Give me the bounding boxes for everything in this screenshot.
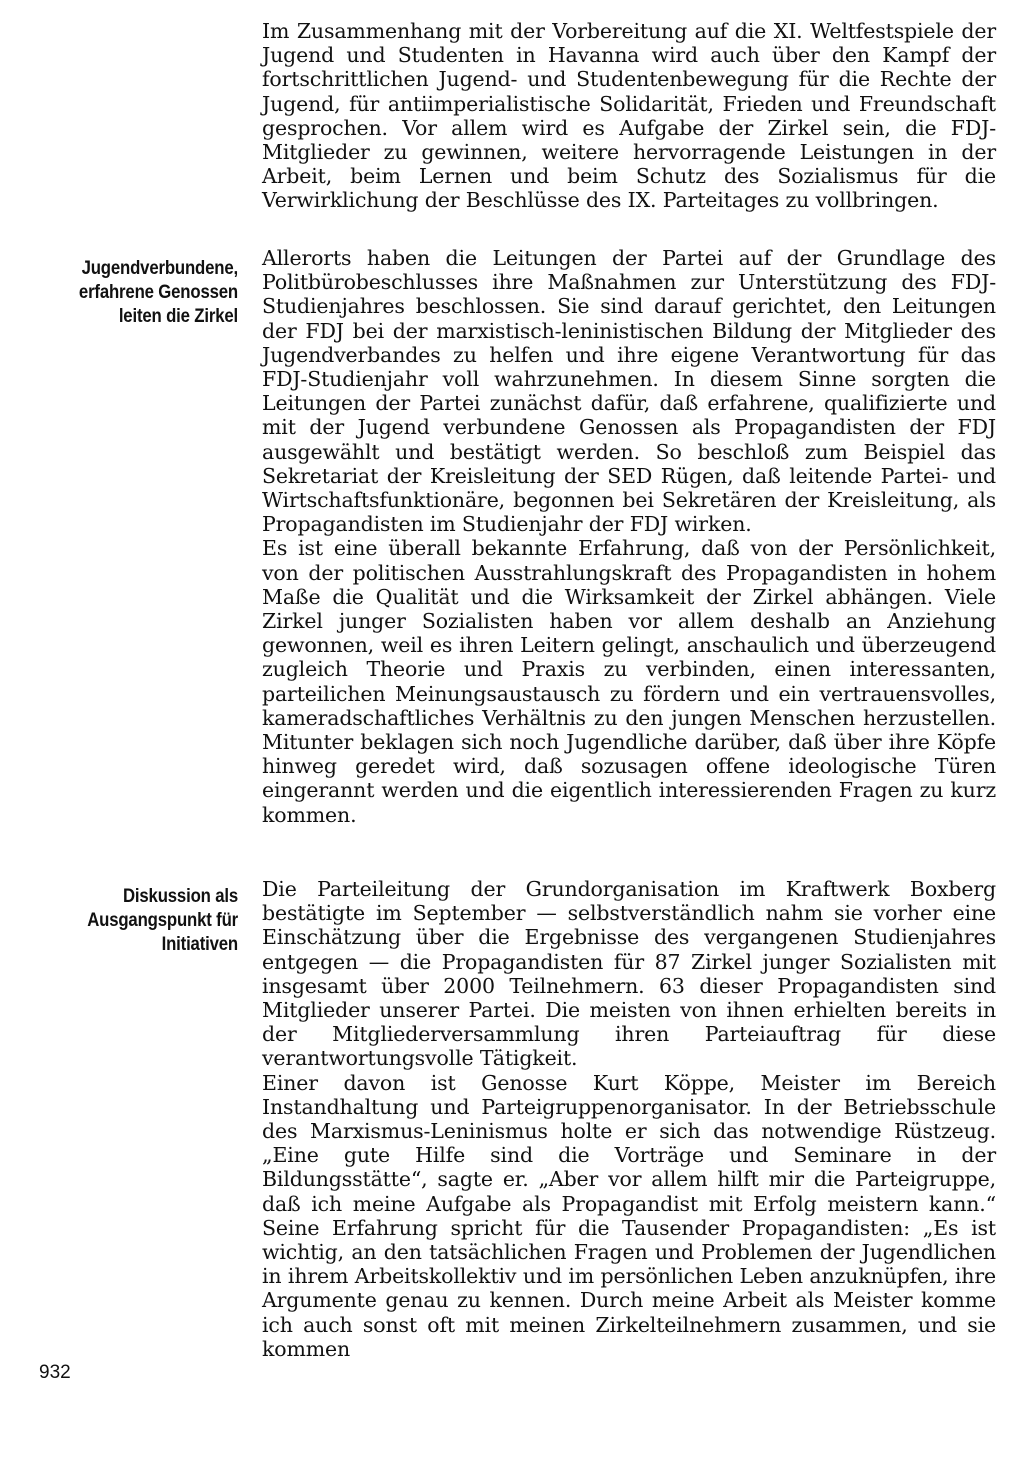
body-paragraph: Im Zusammenhang mit der Vorbereitung auf die XI. Weltfestspiele der Jugend und Studenten in Havanna wird auch über den Kampf der fortschrittlichen Jugend- und Studentenbewegung für die Rechte der Jugend, für antiimperialistische Solidarität, Frieden und Freundschaft gesprochen. Vor allem wird es Aufgabe der Zirkel sein, die FDJ-Mitglieder zu gewinnen, weitere hervorragende Leistungen in der Arbeit, beim Lernen und beim Schutz des Sozialismus für die Verwirklichung der Beschlüsse des IX. Parteitages zu vollbringen.: [262, 19, 996, 213]
body-paragraph: Einer davon ist Genosse Kurt Köppe, Meister im Bereich Instandhaltung und Parteigruppenorganisator. In der Betriebsschule des Marxismus-Leninismus holte er sich das notwendige Rüstzeug. „Eine gute Hilfe sind die Vorträge und Seminare in der Bildungsstätte“, sagte er. „Aber vor allem hilft mir die Parteigruppe, daß ich meine Aufgabe als Propagandist mit Erfolg meistern kann.“ Seine Erfahrung spricht für die Tausender Propagandisten: „Es ist wichtig, an den tatsächlichen Fragen und Problemen der Jugendlichen in ihrem Arbeitskollektiv und im persönlichen Leben anzuknüpfen, ihre Argumente genau zu kennen. Durch meine Arbeit als Meister komme ich auch sonst oft mit meinen Zirkelteilnehmern zusammen, und sie kommen: [262, 1070, 996, 1361]
page-number: 932: [39, 1362, 71, 1383]
body-paragraph: Die Parteileitung der Grundorganisation im Kraftwerk Boxberg bestätigte im September — selbstverständlich nahm sie vorher eine Einschätzung über die Ergebnisse des vergangenen Studienjahres entgegen — die Propagandisten für 87 Zirkel junger Sozialisten mit insgesamt über 2000 Teilnehmern. 63 dieser Propagandisten sind Mitglieder unserer Partei. Die meisten von ihnen erhielten bereits in der Mitgliederversammlung ihren Parteiauftrag für diese verantwortungsvolle Tätigkeit.: [262, 877, 996, 1071]
body-paragraph: Es ist eine überall bekannte Erfahrung, daß von der Persönlichkeit, von der politischen Ausstrahlungskraft des Propagandisten in hohem Maße die Qualität und die Wirksamkeit der Zirkel abhängen. Viele Zirkel junger Sozialisten haben vor allem deshalb an Anziehung gewonnen, weil es ihren Leitern gelingt, anschaulich und überzeugend zugleich Theorie und Praxis zu verbinden, einen interessanten, parteilichen Meinungsaustausch zu fördern und ein vertrauensvolles, kameradschaftliches Verhältnis zu den jungen Menschen herzustellen. Mitunter beklagen sich noch Jugendliche darüber, daß über ihre Köpfe hinweg geredet wird, daß sozusagen offene ideologische Türen eingerannt werden und die eigentlich interessierenden Fragen zu kurz kommen.: [262, 536, 996, 827]
section-text-block: [262, 246, 996, 827]
intro-text-block: [262, 19, 996, 213]
body-paragraph: Allerorts haben die Leitungen der Partei auf der Grundlage des Politbürobeschlusses ihre Maßnahmen zur Unterstützung des FDJ-Studienjahres beschlossen. Sie sind darauf gerichtet, den Leitungen der FDJ bei der marxistisch-leninistischen Bildung der Mitglieder des Jugendverbandes zu helfen und ihre eigene Verantwortung für das FDJ-Studienjahr voll wahrzunehmen. In diesem Sinne sorgten die Leitungen der Partei zunächst dafür, daß erfahrene, qualifizierte und mit der Jugend verbundene Genossen als Propagandisten der FDJ ausgewählt und bestätigt werden. So beschloß zum Beispiel das Sekretariat der Kreisleitung der SED Rügen, daß leitende Partei- und Wirtschaftsfunktionäre, begonnen bei Sekretären der Kreisleitung, als Propagandisten im Studienjahr der FDJ wirken.: [262, 246, 996, 537]
section-text-block: [262, 877, 996, 1361]
side-heading-diskussion: Diskussion als Ausgangspunkt für Initiativen: [87, 885, 238, 955]
side-heading-zirkel-leitung: Jugendverbundene, erfahrene Genossen leiten die Zirkel: [78, 257, 238, 327]
